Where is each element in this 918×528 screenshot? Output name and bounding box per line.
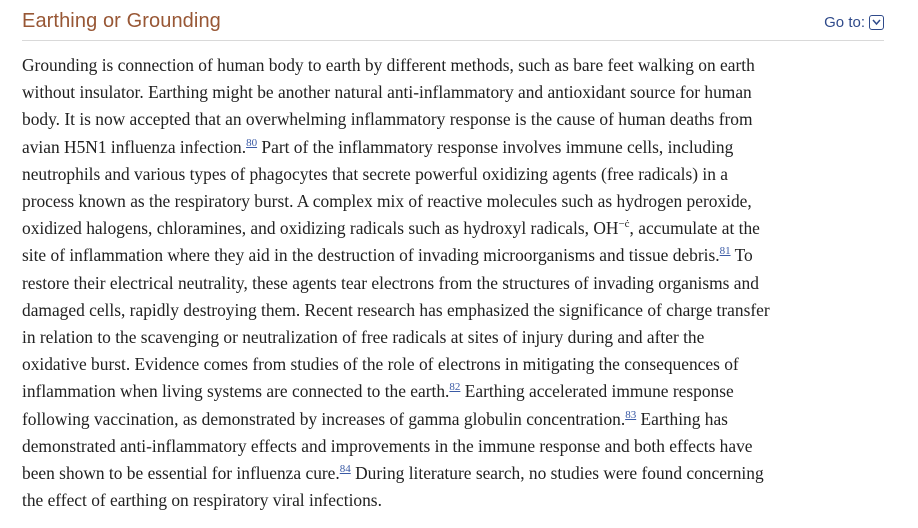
text-line — [22, 406, 892, 433]
text-line — [22, 460, 892, 487]
text-line: process known as the respiratory burst. A complex mix of reactive molecules such as hydrogen peroxide, — [22, 191, 752, 212]
text-segment: oxidized halogens, chloramines, and oxidizing radicals such as hydroxyl radicals, OH — [22, 218, 619, 239]
citation-link-80[interactable]: 80 — [246, 136, 258, 149]
text-segment: avian H5N1 influenza infection. — [22, 136, 247, 157]
citation-link-81[interactable]: 81 — [719, 245, 731, 258]
text-segment: During literature search, no studies were found concerning — [350, 463, 764, 484]
text-line — [22, 215, 892, 242]
text-segment: Earthing has — [636, 408, 728, 429]
citation-link-83[interactable]: 83 — [625, 408, 637, 421]
text-segment: , accumulate at the — [629, 218, 760, 239]
body-paragraph — [22, 52, 892, 514]
text-line: Grounding is connection of human body to earth by different methods, such as bare feet walking on earth — [22, 55, 755, 75]
citation-link-84[interactable]: 84 — [339, 463, 351, 476]
text-segment: been shown to be essential for influenza cure. — [22, 463, 340, 484]
text-line: demonstrated anti-inflammatory effects and improvements in the immune response and both effects have — [22, 435, 753, 456]
text-segment: Part of the inflammatory response involves immune cells, including — [257, 136, 734, 157]
text-segment: inflammation when living systems are connected to the earth. — [22, 381, 450, 402]
text-segment: site of inflammation where they aid in the destruction of invading microorganisms and tissue debris. — [22, 245, 720, 266]
text-line: without insulator. Earthing might be another natural anti-inflammatory and antioxidant source for human — [22, 82, 752, 103]
chevron-down-icon[interactable] — [869, 15, 884, 30]
goto-label[interactable]: Go to: — [824, 14, 865, 31]
text-segment: To — [730, 245, 753, 266]
text-line — [22, 134, 892, 161]
text-line: restore their electrical neutrality, these agents tear electrons from the structures of invading organisms and — [22, 272, 759, 293]
section-header — [22, 8, 884, 41]
text-line — [22, 242, 892, 269]
text-segment: following vaccination, as demonstrated by increases of gamma globulin concentration. — [22, 408, 626, 429]
section-title: Earthing or Grounding — [22, 10, 221, 32]
text-line: oxidative burst. Evidence comes from studies of the role of electrons in mitigating the consequences of — [22, 354, 739, 375]
text-line: body. It is now accepted that an overwhelming inflammatory response is the cause of human deaths from — [22, 109, 753, 130]
citation-link-82[interactable]: 82 — [449, 381, 461, 394]
text-line: the effect of earthing on respiratory viral infections. — [22, 490, 382, 511]
goto-menu[interactable] — [824, 14, 884, 31]
text-line: damaged cells, rapidly destroying them. Recent research has emphasized the significance of charge transfer — [22, 299, 770, 320]
text-line: in relation to the scavenging or neutralization of free radicals at sites of injury during and after the — [22, 327, 705, 348]
text-line — [22, 378, 892, 405]
text-segment: Earthing accelerated immune response — [460, 381, 734, 402]
text-line: neutrophils and various types of phagocytes that secrete powerful oxidizing agents (free radicals) in a — [22, 163, 729, 184]
superscript-charge: −ċ — [618, 218, 630, 231]
